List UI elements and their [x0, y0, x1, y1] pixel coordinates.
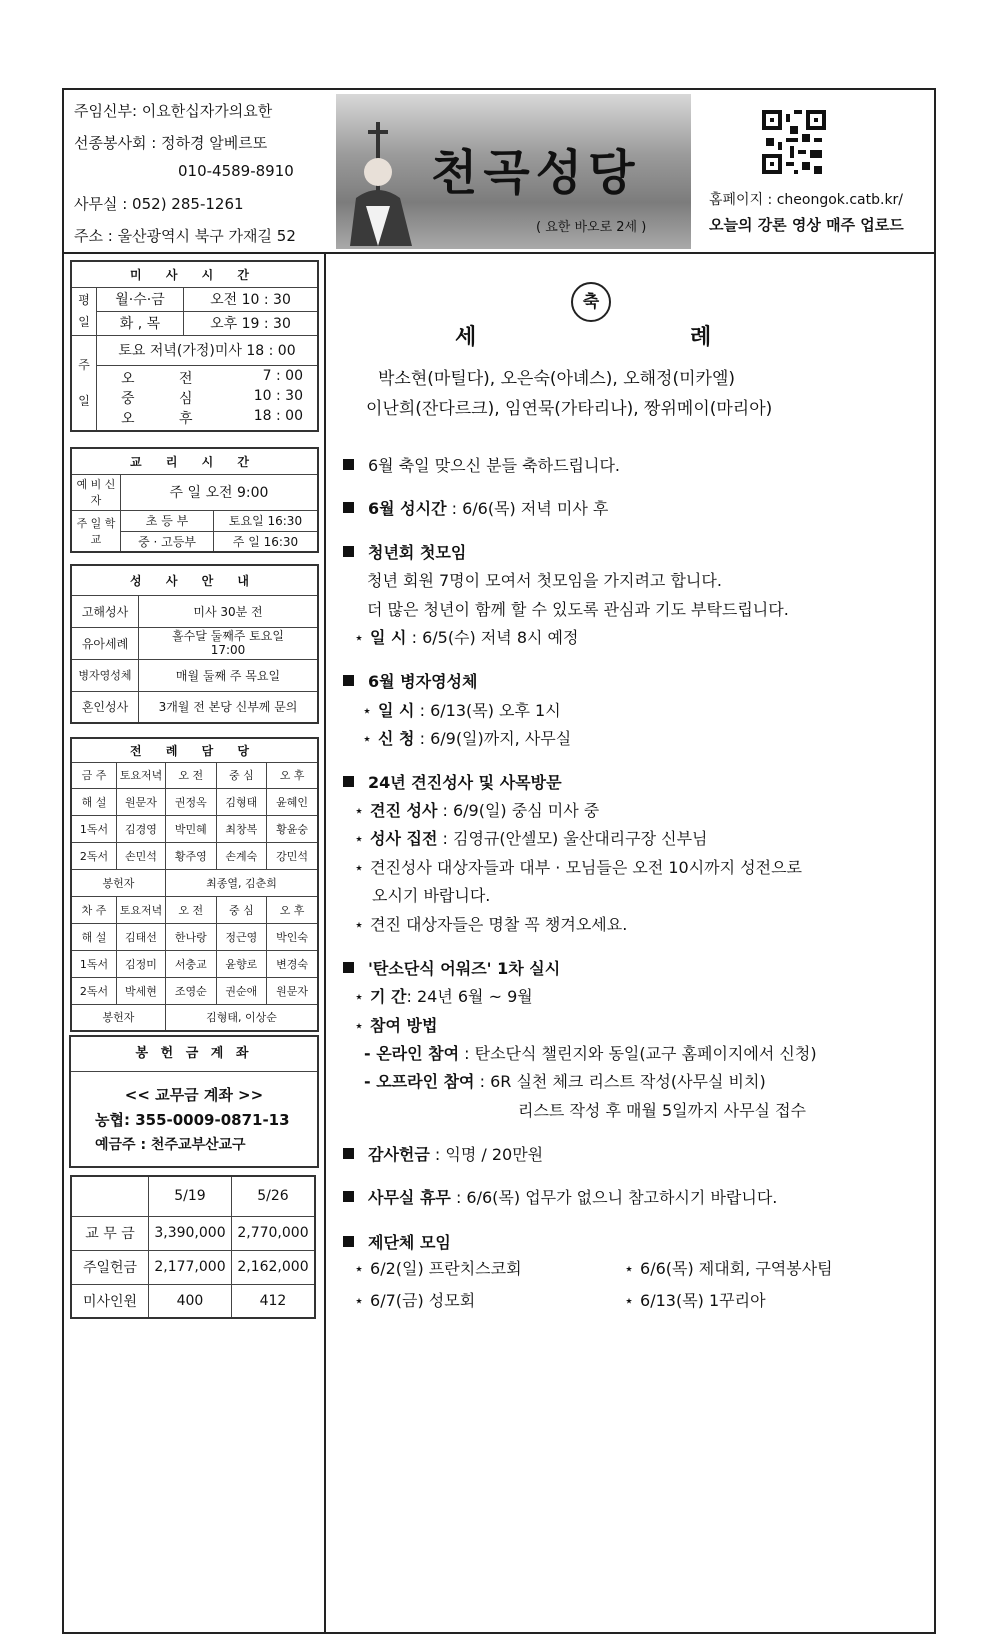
sunday-label: 주 일 [71, 335, 97, 431]
offertory-names: 최종열, 김춘희 [166, 869, 319, 896]
offertory-names: 김형태, 이상순 [166, 1004, 319, 1031]
liturgy-header-cell: 중 심 [216, 762, 267, 788]
sacrament-name: 고해성사 [71, 595, 139, 627]
finance-label: 교 무 금 [71, 1216, 149, 1250]
bullet-icon [343, 502, 354, 513]
liturgy-header-cell: 차 주 [71, 896, 117, 923]
liturgy-cell: 원문자 [267, 977, 318, 1004]
sacrament-name: 병자영성체 [71, 659, 139, 691]
liturgy-header-cell: 중 심 [216, 896, 267, 923]
church-logo-banner [336, 94, 691, 249]
church-name: 천곡성당 [431, 145, 641, 201]
weekday-days: 월·수·금 [97, 287, 184, 311]
liturgy-cell: 윤혜인 [267, 788, 318, 815]
homepage-link[interactable]: 홈페이지 : cheongok.catb.kr/ [709, 192, 904, 208]
sacraments-table [70, 564, 319, 724]
notice-6: '탄소단식 어워즈' 1차 실시 [343, 956, 560, 979]
liturgy-cell: 2독서 [71, 842, 117, 869]
liturgy-header-cell: 토요저녁 [117, 762, 166, 788]
liturgy-cell: 1독서 [71, 815, 117, 842]
bullet-icon [343, 962, 354, 973]
liturgy-cell: 윤향로 [216, 950, 267, 977]
weekday-label: 평 일 [71, 287, 97, 335]
catechism-table [70, 447, 319, 553]
notice-6-online: - 온라인 참여 : 탄소단식 챌린지와 동일(교구 홈페이지에서 신청) [364, 1044, 817, 1063]
bullet-icon [343, 675, 354, 686]
liturgy-cell: 김태선 [117, 923, 166, 950]
finance-value: 3,390,000 [149, 1216, 232, 1250]
finance-value: 2,770,000 [231, 1216, 315, 1250]
baptism-names-2: 이난희(잔다르크), 임연묵(가타리나), 짱위메이(마리아) [366, 399, 773, 419]
notice-2: 6월 성시간 : 6/6(목) 저녁 미사 후 [343, 496, 608, 519]
sacraments-title: 성 사 안 내 [71, 565, 318, 595]
notice-3-line1: 청년 회원 7명이 모여서 첫모임을 가지려고 합니다. [367, 571, 722, 590]
office-phone: 사무실 : 052) 285-1261 [74, 195, 244, 213]
liturgy-cell: 박인숙 [267, 923, 318, 950]
notice-8: 사무실 휴무 : 6/6(목) 업무가 없으니 참고하시기 바랍니다. [343, 1185, 777, 1208]
liturgy-header-cell: 토요저녁 [117, 896, 166, 923]
notice-6-offline: - 오프라인 참여 : 6R 실천 체크 리스트 작성(사무실 비치) [364, 1072, 766, 1091]
finance-date: 5/26 [231, 1176, 315, 1216]
meeting-item: ⋆ 6/7(금) 성모회 [354, 1291, 476, 1310]
notice-5-line2: ⋆ 성사 집전 : 김영규(안셀모) 울산대리구장 신부님 [354, 829, 708, 848]
bullet-icon [343, 1148, 354, 1159]
council-line: 선종봉사회 : 정하경 알베르또 [74, 134, 268, 152]
mass-times-table [70, 260, 319, 432]
liturgy-header-cell: 오 전 [166, 896, 217, 923]
celebrate-badge: 축 [571, 282, 611, 322]
liturgy-header-cell: 오 전 [166, 762, 217, 788]
liturgy-cell: 해 설 [71, 788, 117, 815]
offertory-label: 봉헌자 [71, 1004, 166, 1031]
notice-5: 24년 견진성사 및 사목방문 [343, 770, 562, 793]
sunday-school-label: 주 일 학 교 [71, 510, 121, 552]
pastor-line: 주임신부: 이요한십자가의요한 [74, 102, 273, 120]
notice-1: 6월 축일 맞으신 분들 축하드립니다. [343, 453, 620, 476]
liturgy-cell: 최창복 [216, 815, 267, 842]
liturgy-cell: 권순애 [216, 977, 267, 1004]
liturgy-cell: 한나랑 [166, 923, 217, 950]
meeting-item: ⋆ 6/6(목) 제대회, 구역봉사팀 [624, 1259, 833, 1278]
pre-catechumen-time: 주 일 오전 9:00 [121, 474, 319, 510]
weekday-time: 오후 19 : 30 [184, 311, 319, 335]
liturgy-cell: 원문자 [117, 788, 166, 815]
liturgy-title: 전 례 담 당 [71, 738, 318, 762]
council-phone: 010-4589-8910 [178, 162, 294, 180]
pope-image [342, 122, 420, 246]
offertory-label: 봉헌자 [71, 869, 166, 896]
finance-table [70, 1175, 316, 1319]
sacrament-name: 유아세례 [71, 627, 139, 659]
sacrament-info: 3개월 전 본당 신부께 문의 [139, 691, 319, 723]
account-box [69, 1035, 319, 1168]
column-divider [324, 254, 326, 1634]
weekday-time: 오전 10 : 30 [184, 287, 319, 311]
address: 주소 : 울산광역시 북구 가재길 52 [74, 227, 296, 245]
qr-code-icon[interactable] [762, 110, 826, 174]
liturgy-cell: 김정미 [117, 950, 166, 977]
liturgy-cell: 서충교 [166, 950, 217, 977]
notice-5-line5: ⋆ 견진 대상자들은 명찰 꼭 챙겨오세요. [354, 915, 628, 934]
baptism-names-1: 박소현(마틸다), 오은숙(아녜스), 오해정(미카엘) [378, 369, 736, 389]
finance-corner [71, 1176, 149, 1216]
account-holder: 예금주 : 천주교부산교구 [95, 1137, 246, 1153]
patron-saint: ( 요한 바오로 2세 ) [536, 220, 647, 235]
finance-label: 주일헌금 [71, 1250, 149, 1284]
mass-times-title: 미 사 시 간 [71, 261, 318, 287]
liturgy-cell: 김형태 [216, 788, 267, 815]
notice-5-line4: 오시기 바랍니다. [372, 886, 491, 905]
notice-4: 6월 병자영성체 [343, 669, 477, 692]
liturgy-table [70, 737, 319, 1032]
account-title: 봉 헌 금 계 좌 [71, 1037, 317, 1072]
finance-date: 5/19 [149, 1176, 232, 1216]
weekday-days: 화 , 목 [97, 311, 184, 335]
liturgy-cell: 1독서 [71, 950, 117, 977]
bullet-icon [343, 1236, 354, 1247]
liturgy-cell: 황주영 [166, 842, 217, 869]
liturgy-cell: 조영순 [166, 977, 217, 1004]
bullet-icon [343, 459, 354, 470]
liturgy-cell: 황윤숭 [267, 815, 318, 842]
sunday-mass-list: 오 전 7 : 00 중 심 10 : 30 오 후 18 : 00 [97, 365, 319, 431]
bullet-icon [343, 776, 354, 787]
liturgy-cell: 정근영 [216, 923, 267, 950]
liturgy-cell: 강민석 [267, 842, 318, 869]
bullet-icon [343, 546, 354, 557]
liturgy-cell: 손계숙 [216, 842, 267, 869]
notice-5-line3: ⋆ 견진성사 대상자들과 대부 · 모님들은 오전 10시까지 성전으로 [354, 858, 803, 877]
saturday-mass: 토요 저녁(가정)미사 18 : 00 [97, 335, 319, 365]
account-number[interactable]: 농협: 355-0009-0871-13 [95, 1111, 290, 1129]
baptism-title-2: 례 [690, 325, 712, 350]
liturgy-cell: 손민석 [117, 842, 166, 869]
meeting-item: ⋆ 6/13(목) 1꾸리아 [624, 1291, 766, 1310]
meeting-item: ⋆ 6/2(일) 프란치스코회 [354, 1259, 522, 1278]
notice-7: 감사헌금 : 익명 / 20만원 [343, 1142, 543, 1165]
finance-label: 미사인원 [71, 1284, 149, 1318]
liturgy-cell: 김경영 [117, 815, 166, 842]
liturgy-cell: 권정옥 [166, 788, 217, 815]
bullet-icon [343, 1191, 354, 1202]
school-time: 토요일 16:30 [214, 510, 319, 531]
notice-9: 제단체 모임 [343, 1230, 451, 1253]
notice-6-offline2: 리스트 작성 후 매월 5일까지 사무실 접수 [518, 1101, 806, 1120]
notice-3-date: ⋆ 일 시 : 6/5(수) 저녁 8시 예정 [354, 628, 579, 647]
notice-3: 청년회 첫모임 [343, 540, 466, 563]
account-line1: << 교무금 계좌 >> [124, 1086, 264, 1104]
liturgy-header-cell: 오 후 [267, 762, 318, 788]
finance-value: 412 [231, 1284, 315, 1318]
sacrament-name: 혼인성사 [71, 691, 139, 723]
school-group: 중 · 고등부 [121, 531, 214, 552]
liturgy-cell: 박세현 [117, 977, 166, 1004]
sacrament-info: 미사 30분 전 [139, 595, 319, 627]
finance-value: 400 [149, 1284, 232, 1318]
pre-catechumen-label: 예 비 신 자 [71, 474, 121, 510]
baptism-title-1: 세 [455, 325, 477, 350]
notice-3-line2: 더 많은 청년이 함께 할 수 있도록 관심과 기도 부탁드립니다. [367, 600, 789, 619]
sacrament-info: 홀수달 둘째주 토요일 17:00 [139, 627, 319, 659]
notice-4-apply: ⋆ 신 청 : 6/9(일)까지, 사무실 [362, 729, 572, 748]
catechism-title: 교 리 시 간 [71, 448, 318, 474]
school-time: 주 일 16:30 [214, 531, 319, 552]
notice-5-line1: ⋆ 견진 성사 : 6/9(일) 중심 미사 중 [354, 801, 600, 820]
notice-6-period: ⋆ 기 간: 24년 6월 ~ 9월 [354, 987, 533, 1006]
liturgy-cell: 2독서 [71, 977, 117, 1004]
liturgy-cell: 변경숙 [267, 950, 318, 977]
notice-4-date: ⋆ 일 시 : 6/13(목) 오후 1시 [362, 701, 561, 720]
finance-value: 2,162,000 [231, 1250, 315, 1284]
liturgy-header-cell: 오 후 [267, 896, 318, 923]
liturgy-cell: 박민혜 [166, 815, 217, 842]
school-group: 초 등 부 [121, 510, 214, 531]
notice-6-method: ⋆ 참여 방법 [354, 1016, 438, 1035]
finance-value: 2,177,000 [149, 1250, 232, 1284]
liturgy-cell: 해 설 [71, 923, 117, 950]
sacrament-info: 매월 둘째 주 목요일 [139, 659, 319, 691]
video-notice: 오늘의 강론 영상 매주 업로드 [709, 216, 904, 234]
liturgy-header-cell: 금 주 [71, 762, 117, 788]
